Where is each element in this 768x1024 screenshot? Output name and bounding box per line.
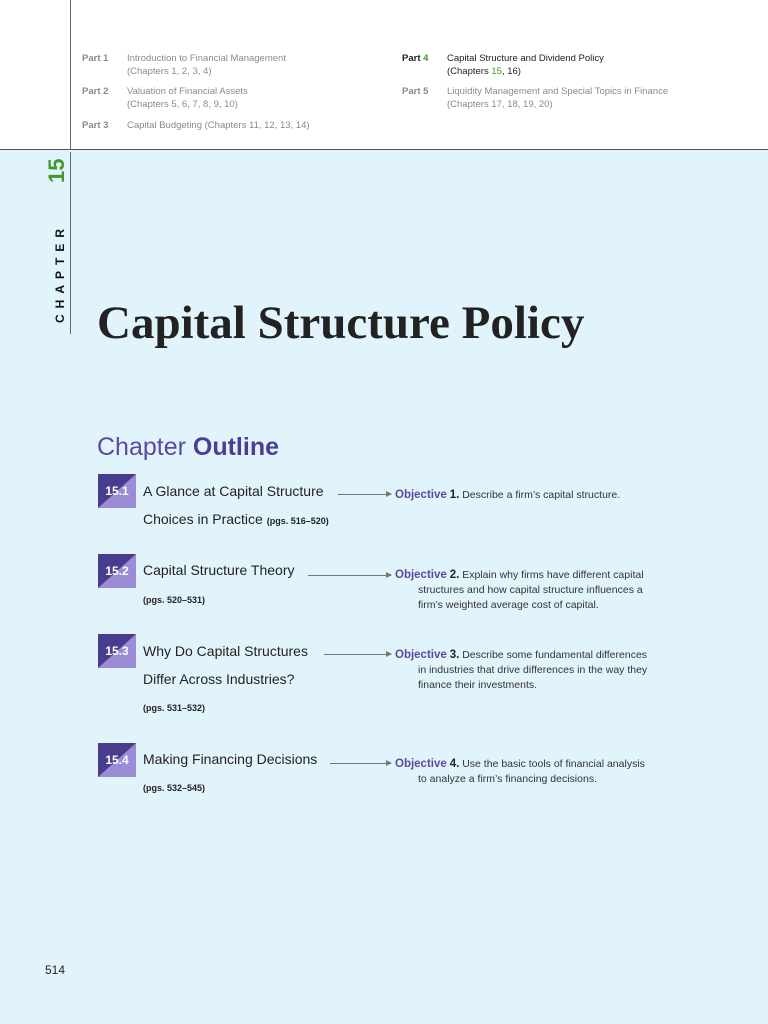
objective-3: Objective 3. Describe some fundamental differences in industries that drive differences in the way they finance their investments. <box>395 649 648 691</box>
chapter-label <box>44 157 69 337</box>
chapter-divider <box>70 152 71 334</box>
arrow-icon <box>324 654 391 655</box>
chapter-word: CHAPTER <box>53 222 67 323</box>
page-number: 514 <box>45 963 66 977</box>
objective-2: Objective 2. Explain why firms have different capital structures and how capital structure influences a firm’s weighted average cost of capital. <box>395 569 644 611</box>
part-label: Part 5 <box>402 86 429 97</box>
section-15-1: A Glance at Capital Structure Choices in Practice (pgs. 516–520) <box>143 483 329 527</box>
part-label: Part 1 <box>82 53 109 64</box>
arrow-icon <box>338 494 391 495</box>
section-pages: (pgs. 532–545) <box>143 783 206 793</box>
part-label: Part 2 <box>82 86 109 97</box>
section-number-badge: 15.3 <box>98 634 136 668</box>
objective-4: Objective 4. Use the basic tools of financial analysis to analyze a firm’s financing decisions. <box>395 758 645 785</box>
section-pages: (pgs. 520–531) <box>143 595 206 605</box>
section-15-2: Capital Structure Theory <box>143 562 295 578</box>
section-number-badge: 15.2 <box>98 554 136 588</box>
chapter-title: Capital Structure Policy <box>97 297 585 349</box>
section-15-4: Making Financing Decisions <box>143 751 318 767</box>
section-pages: (pgs. 531–532) <box>143 703 206 713</box>
part-text: Introduction to Financial Management (Chapters 1, 2, 3, 4) <box>127 53 286 77</box>
chapter-number: 15 <box>44 158 69 183</box>
objective-1: Objective 1. Describe a firm’s capital structure. <box>395 489 621 501</box>
header-divider <box>70 0 71 150</box>
section-number-badge: 15.4 <box>98 743 136 777</box>
arrow-icon <box>330 763 391 764</box>
arrow-icon <box>308 575 391 576</box>
part-text: Capital Structure and Dividend Policy (Chapters 15, 16) <box>447 53 604 77</box>
part-text: Liquidity Management and Special Topics in Finance (Chapters 17, 18, 19, 20) <box>447 86 669 110</box>
outline-heading: Chapter Outline <box>97 433 279 461</box>
part-text: Capital Budgeting (Chapters 11, 12, 13, 14) <box>127 120 310 131</box>
section-15-3: Why Do Capital Structures Differ Across Industries? <box>143 643 308 687</box>
section-number-badge: 15.1 <box>98 474 136 508</box>
part-label: Part 3 <box>82 120 109 131</box>
parts-header <box>0 0 768 150</box>
part-label: Part 4 <box>402 53 429 64</box>
part-text: Valuation of Financial Assets (Chapters 5, 6, 7, 8, 9, 10) <box>127 86 248 110</box>
